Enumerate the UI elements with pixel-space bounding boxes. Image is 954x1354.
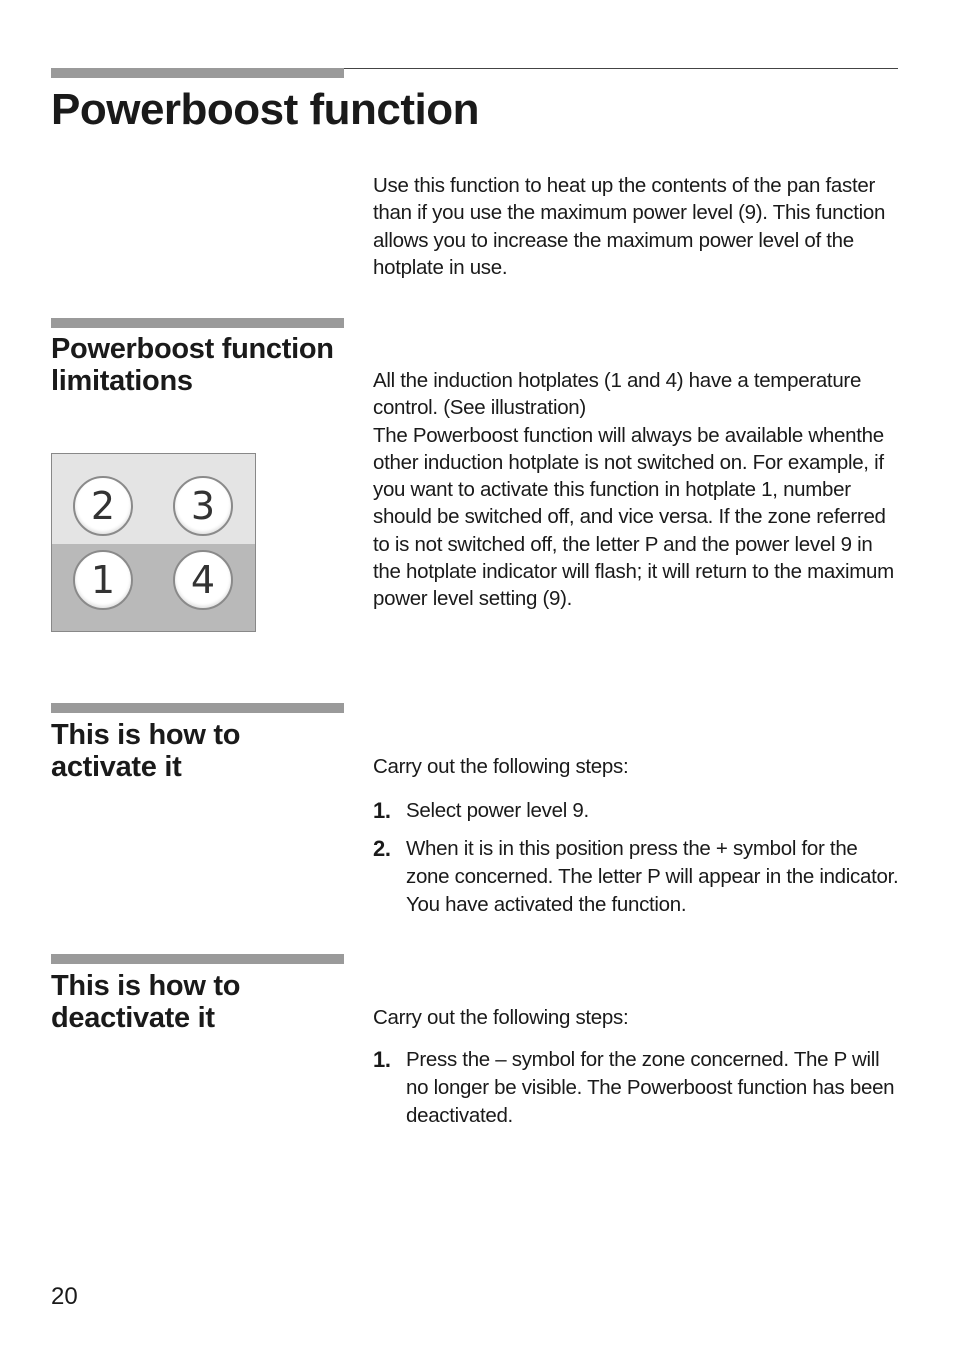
activate-steps (373, 797, 903, 919)
limitations-heading: Powerboost function limitations (51, 333, 334, 397)
deactivate-heading: This is how to deactivate it (51, 970, 241, 1034)
page-title: Powerboost function (51, 85, 480, 134)
hotplate-zone-1: 1 (73, 550, 133, 610)
deactivate-rule (51, 954, 344, 964)
intro-text (373, 172, 903, 281)
step-text: Select power level 9. (406, 799, 589, 822)
limitations-paragraph-2: The Powerboost function will always be available whenthe other induction hotplate is not switched on. For example, if you want to activate this function in hotplate 1, number should be switched off, and vice versa. If the zone referred to is not switched off, the letter P and the power level 9 in the hotplate indicator will flash; it will return to the maximum power level setting (9). (373, 423, 894, 611)
deactivate-steps (373, 1046, 903, 1130)
title-rule-line (344, 68, 898, 69)
hotplate-zone-4: 4 (173, 550, 233, 610)
activate-step-1 (373, 797, 903, 825)
step-number: 1. (373, 798, 391, 823)
hotplate-zone-3: 3 (173, 476, 233, 536)
step-number: 1. (373, 1047, 391, 1072)
limitations-paragraph-1: All the induction hotplates (1 and 4) have a temperature control. (See illustration) (373, 369, 862, 420)
step-number: 2. (373, 836, 391, 861)
limitations-text (373, 367, 903, 613)
limitations-rule (51, 318, 344, 328)
activate-lead: Carry out the following steps: (373, 755, 629, 778)
step-text: Press the – symbol for the zone concerned. The P will no longer be visible. The Powerboost function has been deactivated. (406, 1048, 895, 1127)
title-rule (51, 68, 344, 78)
hotplate-diagram (51, 453, 256, 632)
activate-heading: This is how to activate it (51, 719, 241, 783)
deactivate-step-1 (373, 1046, 903, 1130)
intro-paragraph: Use this function to heat up the contents of the pan faster than if you use the maximum power level (9). This function allows you to increase the maximum power level of the hotplate in use. (373, 174, 886, 279)
page-number: 20 (51, 1283, 78, 1310)
activate-step-2 (373, 835, 903, 919)
step-text: When it is in this position press the + symbol for the zone concerned. The letter P will appear in the indicator. You have activated the function. (406, 837, 899, 916)
hotplate-zone-2: 2 (73, 476, 133, 536)
deactivate-lead: Carry out the following steps: (373, 1006, 629, 1029)
activate-rule (51, 703, 344, 713)
